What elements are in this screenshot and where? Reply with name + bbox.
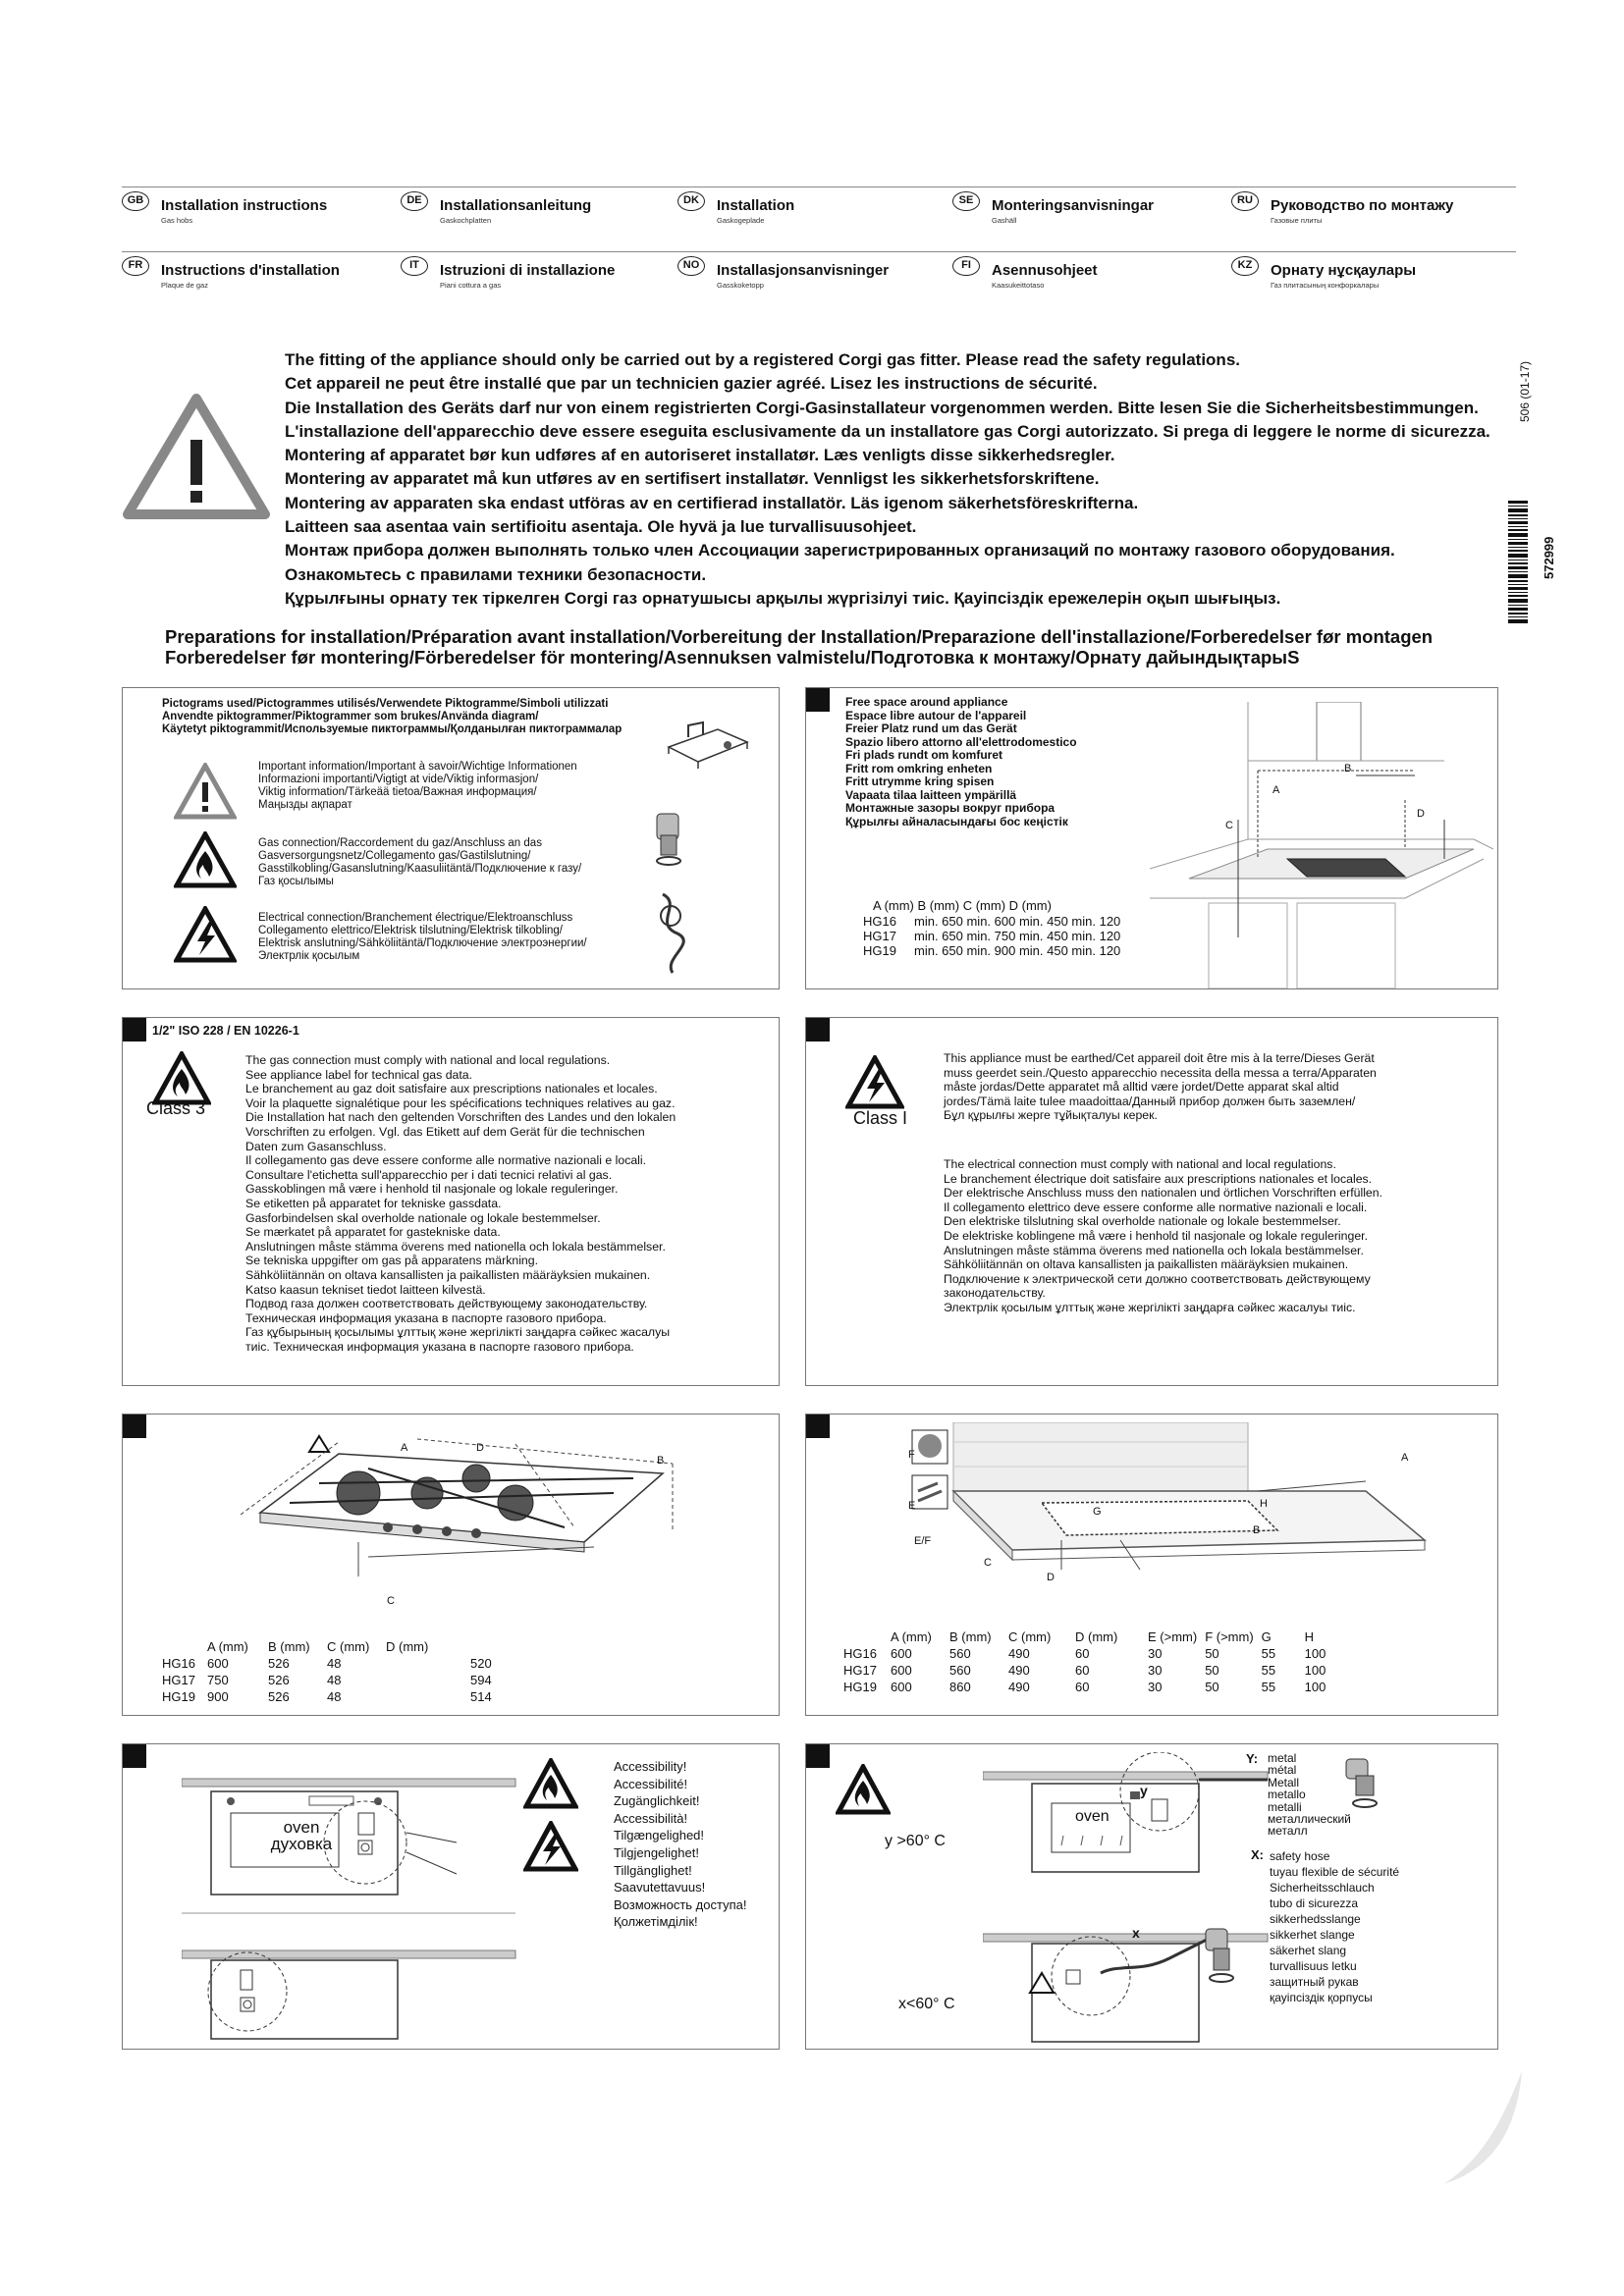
table-cell: 48 [327,1689,342,1704]
label-ef: E/F [914,1535,932,1547]
free-space-line: Құрылғы айналасындағы бос кеңістік [845,814,1068,828]
electrical-regulation-line: The electrical connection must comply with national and local regulations. [944,1157,1336,1171]
language-code-badge: KZ [1231,256,1259,276]
accessibility-text [614,1758,746,1931]
table-cell: 600 [891,1646,912,1661]
section-marker [806,1415,830,1438]
table-cell: 594 [470,1673,492,1687]
section-marker [123,1744,146,1768]
important-info-line: Viktig information/Tärkeää tietoa/Важная информация/ [258,786,537,798]
language-subtitle: Газовые плиты [1271,216,1323,225]
x-title: X: [1251,1847,1264,1862]
electrical-regulation-line: Den elektriske tilslutning skal overholde nationale og lokale bestemmelser. [944,1214,1341,1229]
free-space-line: Монтажные зазоры вокруг прибора [845,801,1056,815]
warning-line: Монтаж прибора должен выполнять только член Ассоциации зарегистрированных организаций по монтажу газового оборудования. [285,541,1395,561]
x-safety-hose-text [1270,1848,1399,2005]
table-cell: 560 [949,1663,971,1678]
safety-hose-line: защитный рукав [1270,1975,1359,1989]
table-row [863,943,1120,958]
important-info-text [258,761,577,812]
language-subtitle: Piani cottura a gas [440,281,502,290]
table-row [162,1656,559,1671]
label-d: D [476,1442,484,1454]
table-cell: 48 [327,1656,342,1671]
language-code-badge: FI [952,256,980,276]
free-space-line: Fritt rom omkring enheten [845,761,993,775]
language-code-badge: GB [122,191,149,211]
safety-hose-line: turvallisuus letku [1270,1959,1357,1973]
gas-text-line: See appliance label for technical gas data. [245,1067,473,1082]
earthing-line: jordes/Tämä laite tulee maadoittaa/Данный прибор должен быть заземлен/ [944,1094,1356,1108]
label-b: B [1344,763,1352,774]
table-cell: 526 [268,1673,290,1687]
accessibility-line: Tilgjengelighet! [614,1844,699,1860]
electrical-regulation-line: Der elektrische Anschluss muss den nationalen und örtlichen Vorschriften erfüllen. [944,1186,1383,1201]
table-cell: 490 [1008,1663,1030,1678]
electrical-regulations-text [944,1157,1382,1315]
table-cell: HG17 [843,1663,877,1678]
gas-text-line: Газ құбырының қосылымы ұлттық және жергілікті заңдарға сәйкес жасалуы [245,1325,671,1340]
gas-text-line: Daten zum Gasanschluss. [245,1139,387,1153]
table-header-cell [500,1639,559,1654]
section-marker [123,1018,146,1041]
free-space-line: Fritt utrymme kring spisen [845,774,995,788]
accessibility-line: Saavutettavuus! [614,1880,706,1896]
label-c: C [984,1557,992,1569]
table-cell: 600 [891,1680,912,1694]
gas-connection-line: Газ қосылымы [258,876,334,887]
pictograms-header [162,698,622,736]
warning-triangle-icon [123,393,270,520]
gas-text-line: Подвод газа должен соответствовать действующему законодательству. [245,1297,648,1311]
metal-line: metal [1268,1751,1297,1765]
y-tag: y [1140,1783,1148,1798]
gas-text-line: тиіс. Техническая информация указана в паспорте газового прибора. [245,1339,634,1354]
oven-label-ru: духовка [270,1835,333,1853]
warning-line: L'installazione dell'apparecchio deve essere eseguita esclusivamente da un installatore gas Corgi autorizzato. Si prega di leggere le norme di sicurezza. [285,421,1490,441]
gas-text-line: Die Installation hat nach den geltenden Vorschriften des Landes und den lokalen [245,1110,677,1125]
language-subtitle: Газ плитасының конфоркалары [1271,281,1380,290]
language-title: Орнату нұсқаулары [1271,262,1417,279]
gas-text-line: Gasforbindelsen skal overholde nationale og lokale bestemmelser. [245,1210,601,1225]
gas-text-line: Katso kaasun tekniset tiedot laitteen kilvestä. [245,1282,486,1297]
gas-flame-icon [174,831,237,888]
accessibility-line: Accessibilità! [614,1810,688,1826]
label-h: H [1260,1498,1268,1510]
table-cell: 100 [1304,1646,1326,1661]
table-cell: 600 [207,1656,229,1671]
language-title: Руководство по монтажу [1271,197,1454,214]
table-header-cell: B (mm) [949,1629,992,1644]
electrical-regulation-line: Anslutningen måste stämma överens med nationella och lokala bestämmelser. [944,1243,1364,1257]
earthing-line: This appliance must be earthed/Cet appareil doit être mis à la terre/Dieses Gerät [944,1051,1375,1065]
table-row [863,914,1120,929]
table-cell: 55 [1261,1646,1276,1661]
table-header-cell: A (mm) [891,1629,932,1644]
warning-line: Die Installation des Geräts darf nur von einem registrierten Corgi-Gasinstallateur vorgenommen werden. Bitte lesen Sie die Sicherheitsbestimmungen. [285,398,1479,417]
warning-line: Ознакомьтесь с правилами техники безопасности. [285,564,707,584]
language-entry [401,187,685,238]
label-c: C [1225,820,1233,831]
warning-line: Cet appareil ne peut être installé que par un technicien gazier agréé. Lisez les instructions de sécurité. [285,374,1098,394]
electric-shock-icon [174,906,237,963]
worktop-cutout-drawing [894,1422,1484,1599]
gas-connection-line: Gasversorgungsnetz/Collegamento gas/Gastilslutning/ [258,850,531,862]
table-cell: 30 [1148,1663,1163,1678]
free-space-line: Spazio libero attorno all'elettrodomestico [845,734,1077,749]
accessibility-panel [122,1743,780,2050]
warning-line: Laitteen saa asentaa vain sertifioitu asentaja. Ole hyvä ja lue turvallisuusohjeet. [285,517,917,537]
table-cell: HG19 [162,1689,195,1704]
accessibility-line: Tilgængelighed! [614,1828,705,1843]
table-cell: 50 [1205,1680,1219,1694]
safety-hose-line: säkerhet slang [1270,1944,1347,1957]
cutout-dimensions-panel [805,1414,1498,1716]
table-row [863,929,1120,943]
model-cell: HG19 [863,943,896,958]
electrical-connection-line: Elektrisk anslutning/Sähköliitäntä/Подключение электроэнергии/ [258,937,587,949]
free-space-line: Fri plads rundt om komfuret [845,748,1003,762]
table-cell: 30 [1148,1646,1163,1661]
label-b: B [1253,1524,1261,1536]
metal-line: metalli [1268,1799,1302,1814]
language-entry [122,251,406,302]
earthing-line: måste jordas/Dette apparatet må alltid være jordet/Dette apparat skal altid [944,1080,1339,1095]
language-title: Installasjonsanvisninger [717,262,890,279]
language-code-badge: FR [122,256,149,276]
safety-hose-line: safety hose [1270,1849,1330,1863]
free-space-line: Vapaata tilaa laitteen ympärillä [845,787,1017,802]
kitchen-clearance-diagram [1150,702,1493,988]
doc-code: 506 (01-17) [1518,360,1532,422]
accessibility-line: Accessibilité! [614,1776,688,1791]
language-entry [401,251,685,302]
language-subtitle: Gaskochplatten [440,216,492,225]
y-title: Y: [1246,1751,1259,1766]
accessibility-line: Возможность доступа! [614,1896,747,1912]
electric-shock-icon [845,1055,904,1109]
table-row [843,1663,1344,1678]
table-cell: HG16 [162,1656,195,1671]
warning-line: Montering av apparaten ska endast utföras av en certifierad installatör. Läs igenom säkerhetsföreskrifterna. [285,493,1139,512]
important-info-line: Important information/Important à savoir/Wichtige Informationen [258,761,577,773]
language-code-badge: RU [1231,191,1259,211]
earthing-line: muss geerdet sein./Questo apparecchio necessita della messa a terra/Apparaten [944,1065,1377,1080]
gas-flame-icon [523,1758,578,1809]
metal-fitting-icon [1336,1754,1395,1813]
label-d: D [1417,808,1425,820]
language-code-badge: DK [677,191,705,211]
electrical-regulation-line: Le branchement électrique doit satisfaire aux prescriptions nationales et locales. [944,1171,1373,1186]
language-subtitle: Kaasukeittotaso [992,281,1045,290]
pictograms-header-line: Käytetyt piktogrammit/Используемые пиктограммы/Қолданылған пиктограммалар [162,723,623,735]
warning-line: Montering af apparatet bør kun udføres af en autoriseret installatør. Læs venligts disse sikkerhedsregler. [285,446,1115,465]
electrical-connection-line: Electrical connection/Branchement électrique/Elektroanschluss [258,912,573,924]
hob-bracket-icon [659,718,757,776]
table-header-cell: C (mm) [1008,1629,1052,1644]
free-space-panel [805,687,1498,989]
gas-text-line: Anslutningen måste stämma överens med nationella och lokala bestämmelser. [245,1239,666,1254]
oven-label: oven [283,1818,320,1837]
table-cell: 514 [470,1689,492,1704]
gas-text-line: Sähköliitännän on oltava kansallisten ja paikallisten määräyksien mukainen. [245,1267,651,1282]
free-space-text [845,696,1077,828]
metal-line: Metall [1268,1775,1300,1789]
table-cell: 750 [207,1673,229,1687]
metal-line: металлический [1268,1812,1351,1827]
language-entry [952,251,1237,302]
table-cell: 100 [1304,1663,1326,1678]
electrical-regulation-line: Электрлік қосылым ұлттық және жергілікті заңдарға сәйкес жасалуы тиіс. [944,1300,1356,1314]
metal-line: металл [1268,1824,1308,1839]
warning-line: The fitting of the appliance should only be carried out by a registered Corgi gas fitter. Please read the safety regulations. [285,350,1240,369]
electrical-connection-line: Электрлік қосылым [258,950,360,962]
table-cell: 60 [1075,1663,1090,1678]
language-entry [677,251,962,302]
language-title: Installation instructions [161,197,328,214]
gas-standard: 1/2" ISO 228 / EN 10226-1 [152,1024,299,1038]
cutout-dimensions-table [841,1628,1346,1696]
pictograms-header-line: Anvendte piktogrammer/Piktogrammer som brukes/Använda diagram/ [162,711,539,722]
label-g: G [1093,1506,1102,1518]
electrical-connection-line: Collegamento elettrico/Elektrisk tilslutning/Elektrisk tilkobling/ [258,925,563,936]
language-title: Asennusohjeet [992,262,1098,279]
oven-accessibility-diagram [182,1764,545,2049]
label-f: F [908,1449,915,1461]
earthing-text [944,1051,1377,1123]
safety-hose-line: tuyau flexible de sécurité [1270,1865,1400,1879]
table-cell: 560 [949,1646,971,1661]
language-subtitle: Gas hobs [161,216,193,225]
safety-hose-line: sikkerhet slange [1270,1928,1355,1942]
table-header-cell: A (mm) [207,1639,248,1654]
electrical-regulation-line: Подключение к электрической сети должно соответствовать действующему [944,1271,1371,1286]
table-row [162,1673,559,1687]
section-marker [806,1018,830,1041]
accessibility-line: Zugänglichkeit! [614,1793,700,1809]
table-header-row [843,1629,1344,1644]
hob-dimensions-panel [122,1414,780,1716]
table-cell: HG19 [843,1680,877,1694]
free-space-line: Free space around appliance [845,695,1008,709]
gas-text-line: Voir la plaquette signalétique pour les spécifications techniques relatives au gaz. [245,1095,676,1110]
preparations-heading [165,626,1433,667]
electric-shock-icon [523,1821,578,1872]
electrical-regulation-line: законодательству. [944,1286,1046,1301]
metal-line: métal [1268,1763,1297,1778]
decorative-swoosh [1443,2071,1532,2189]
section-marker [806,1744,830,1768]
section-marker [806,688,830,712]
language-code-badge: SE [952,191,980,211]
language-subtitle: Plaque de gaz [161,281,208,290]
language-entry [952,187,1237,238]
gas-text-line: Gasskoblingen må være i henhold til nasjonale og lokale reguleringer. [245,1182,619,1197]
table-cell: 100 [1304,1680,1326,1694]
pictograms-panel [122,687,780,989]
free-space-line: Espace libre autour de l'appareil [845,708,1027,722]
important-info-line: Маңызды ақпарат [258,799,352,811]
table-row [162,1689,559,1704]
hose-fitting-icon [1194,1921,1253,1990]
table-header-cell: H [1304,1629,1315,1644]
language-code-badge: NO [677,256,705,276]
values-cell: min. 650 min. 900 min. 450 min. 120 [914,943,1121,958]
language-title: Installationsanleitung [440,197,592,214]
table-header-cell: D (mm) [386,1639,429,1654]
table-cell: HG16 [843,1646,877,1661]
y-temperature-label: y >60° C [885,1833,946,1849]
safety-hose-line: Sicherheitsschlauch [1270,1881,1375,1895]
electric-class-label: Class I [853,1108,908,1128]
language-subtitle: Gaskogeplade [717,216,765,225]
table-cell: 526 [268,1689,290,1704]
table-cell: 526 [268,1656,290,1671]
table-cell: 60 [1075,1680,1090,1694]
language-title: Monteringsanvisningar [992,197,1155,214]
safety-hose-line: tubo di sicurezza [1270,1896,1359,1910]
language-entry [122,187,406,238]
model-cell: HG17 [863,929,896,943]
values-cell: min. 650 min. 750 min. 450 min. 120 [914,929,1121,943]
gas-text-line: Consultare l'etichetta sull'apparecchio per i dati tecnici relativi al gas. [245,1167,613,1182]
free-space-line: Freier Platz rund um das Gerät [845,721,1017,735]
gas-fitting-icon [643,806,702,983]
important-info-icon [174,763,237,820]
table-header-cell [162,1639,205,1654]
table-cell: 520 [470,1656,492,1671]
language-title: Installation [717,197,795,214]
gas-hob-drawing [221,1434,692,1591]
warning-line: Montering av apparatet må kun utføres av en sertifisert installatør. Vennligst les sikkerhetsforskriftene. [285,469,1100,489]
gas-text-line: Vorschriften zu erfolgen. Vgl. das Etikett auf dem Gerät für die technischen [245,1124,645,1139]
important-info-line: Informazioni importanti/Vigtigt at vide/Viktig informasjon/ [258,774,539,785]
table-header-cell: E (>mm) [1148,1629,1198,1644]
label-a: A [1401,1452,1409,1464]
language-title: Instructions d'installation [161,262,340,279]
table-cell: 860 [949,1680,971,1694]
oven-hose-diagram [983,1752,1277,2047]
warning-line: Құрылғыны орнату тек тіркелген Corgi газ орнатушысы арқылы жүргізілуі тиіс. Қауіпсіздік ережелерін оқып шығыңыз. [285,588,1281,608]
gas-connection-line: Gasstilkobling/Gasanslutning/Kaasuliitäntä/Подключение к газу/ [258,863,582,875]
accessibility-line: Қолжетімділік! [614,1914,698,1930]
label-e: E [908,1500,916,1512]
gas-flame-icon [152,1051,211,1105]
label-c: C [387,1595,395,1607]
language-code-badge: IT [401,256,428,276]
gas-text-line: Se etiketten på apparatet for tekniske gassdata. [245,1196,502,1210]
table-cell: 900 [207,1689,229,1704]
accessibility-line: Tillgänglighet! [614,1862,692,1878]
label-d: D [1047,1572,1055,1583]
label-a: A [1272,784,1280,796]
earthing-line: Бұл құрылғы жерге тұйықталуы керек. [944,1108,1158,1123]
gas-class-label: Class 3 [146,1098,206,1118]
electrical-panel [805,1017,1498,1386]
x-temperature-label: x<60° C [898,1996,955,2012]
metal-line: metallo [1268,1788,1306,1802]
hose-panel [805,1743,1498,2050]
table-cell: 490 [1008,1680,1030,1694]
language-title: Istruzioni di installazione [440,262,616,279]
model-cell: HG16 [863,914,896,929]
table-header-cell: C (mm) [327,1639,370,1654]
gas-text-line: Техническая информация указана в паспорте газового прибора. [245,1310,607,1325]
language-entry [1231,251,1516,302]
gas-connection-text [245,1053,676,1354]
gas-connection-text [258,837,581,888]
preparations-line: Forberedelser før montering/Förberedelser för montering/Asennuksen valmistelu/Подготовка к монтажу/Орнату дайындықтарыS [165,647,1300,667]
safety-hose-line: қауіпсіздік қорпусы [1270,1991,1373,2004]
gas-connection-line: Gas connection/Raccordement du gaz/Anschluss an das [258,837,542,849]
label-b: B [657,1455,665,1467]
table-cell: HG17 [162,1673,195,1687]
label-a: A [401,1442,408,1454]
free-space-table [863,914,1120,958]
language-code-badge: DE [401,191,428,211]
language-subtitle: Gasskoketopp [717,281,764,290]
table-header-cell: G [1261,1629,1272,1644]
table-row [843,1680,1344,1694]
electrical-regulation-line: De elektriske koblingene må være i henhold til nasjonale og lokale reguleringer. [944,1228,1369,1243]
table-cell: 48 [327,1673,342,1687]
gas-text-line: Le branchement au gaz doit satisfaire aux prescriptions nationales et locales. [245,1082,658,1096]
table-header-cell: D (mm) [1075,1629,1118,1644]
language-entry [677,187,962,238]
values-cell: min. 650 min. 600 min. 450 min. 120 [914,914,1121,929]
language-entry [1231,187,1516,238]
pictograms-header-line: Pictograms used/Pictogrammes utilisés/Verwendete Piktogramme/Simboli utilizzati [162,698,609,710]
safety-hose-line: sikkerhedsslange [1270,1912,1361,1926]
safety-warning-text [285,348,1490,611]
table-header-row [162,1639,559,1654]
section-marker [123,1415,146,1438]
table-cell: 55 [1261,1680,1276,1694]
oven-label: oven [1075,1808,1110,1825]
gas-text-line: Se mærkatet på apparatet for gastekniske data. [245,1225,501,1240]
gas-text-line: Il collegamento gas deve essere conforme alle normative nazionali e locali. [245,1153,647,1168]
gas-flame-icon [836,1764,891,1815]
electrical-regulation-line: Sähköliitännän on oltava kansallisten ja paikallisten määräyksien mukainen. [944,1257,1349,1272]
table-row [843,1646,1344,1661]
gas-text-line: Se tekniska uppgifter om gas på apparatens märkning. [245,1254,539,1268]
gas-connection-panel [122,1017,780,1386]
table-header-cell [843,1629,889,1644]
table-cell: 50 [1205,1646,1219,1661]
gas-text-line: The gas connection must comply with national and local regulations. [245,1053,611,1067]
table-header-cell: B (mm) [268,1639,310,1654]
table-cell: 490 [1008,1646,1030,1661]
electrical-connection-text [258,912,587,963]
table-cell: 30 [1148,1680,1163,1694]
table-header-cell: F (>mm) [1205,1629,1254,1644]
table-cell: 60 [1075,1646,1090,1661]
electrical-regulation-line: Il collegamento elettrico deve essere conforme alle normative nazionali e locali. [944,1200,1368,1214]
table-cell: 55 [1261,1663,1276,1678]
hob-dimensions-table [160,1637,561,1706]
language-subtitle: Gashäll [992,216,1017,225]
table-cell: 50 [1205,1663,1219,1678]
table-cell: 600 [891,1663,912,1678]
doc-number: 572999 [1542,536,1556,579]
preparations-line: Preparations for installation/Préparation avant installation/Vorbereitung der Installation/Preparazione dell'installazione/Forberedelser før montagen [165,626,1434,647]
x-tag: x [1132,1925,1140,1941]
accessibility-line: Accessibility! [614,1759,687,1774]
free-space-table-header: A (mm) B (mm) C (mm) D (mm) [873,898,1052,913]
